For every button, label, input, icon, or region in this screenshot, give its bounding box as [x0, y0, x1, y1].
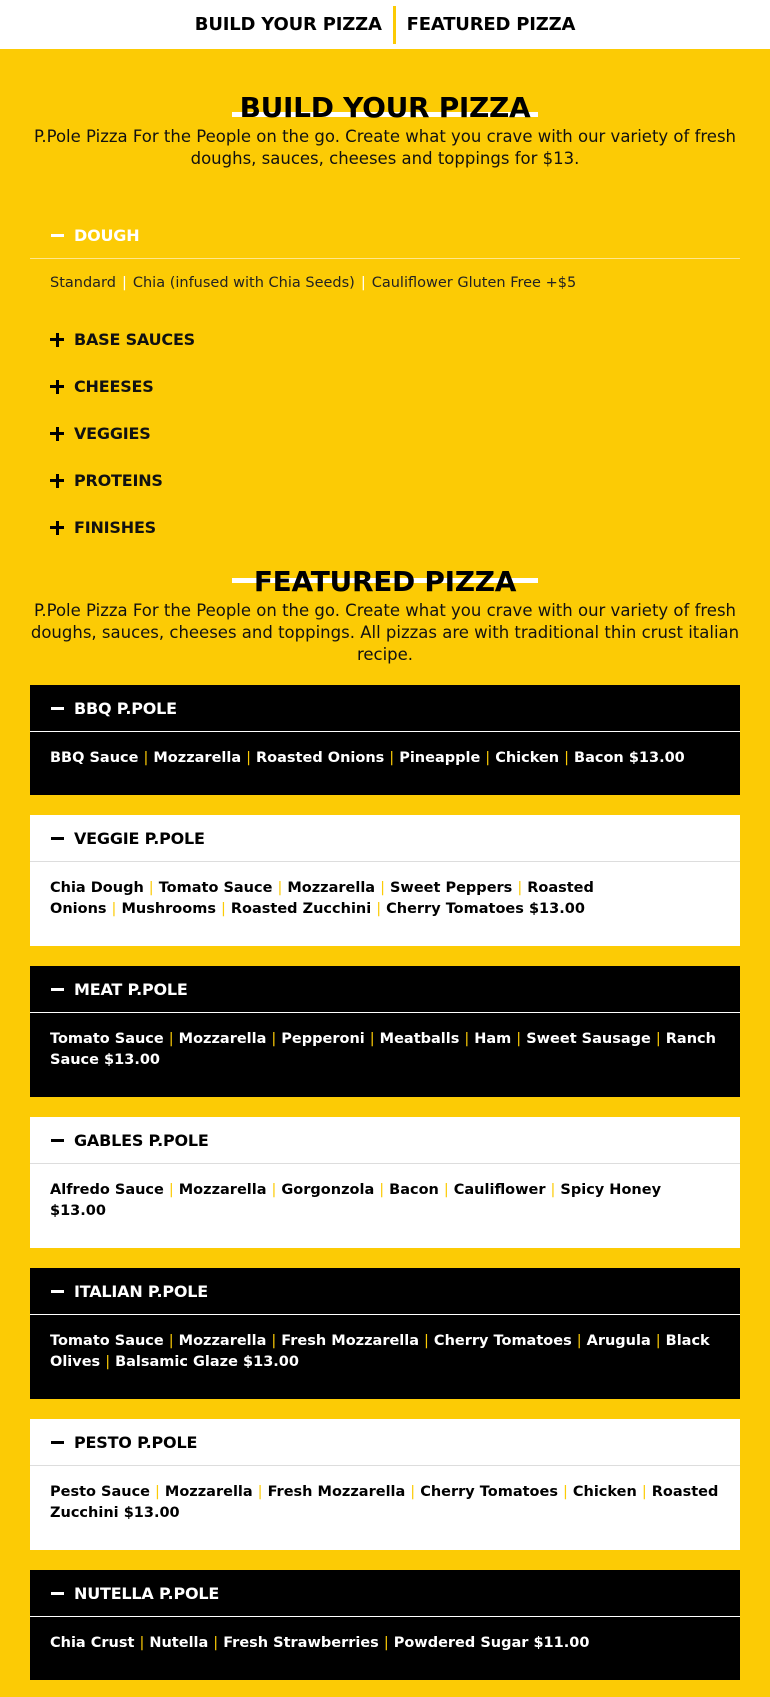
ingredient: Black Olives: [50, 1333, 710, 1370]
divider: |: [121, 275, 127, 291]
pizza-name: NUTELLA P.POLE: [74, 1583, 220, 1603]
ingredient: Chia Crust: [50, 1635, 135, 1651]
nav-featured-pizza[interactable]: FEATURED PIZZA: [406, 14, 576, 35]
ingredient: Tomato Sauce: [158, 880, 273, 896]
ingredient: Roasted Onions: [256, 750, 385, 766]
pizza-card-header[interactable]: [30, 1268, 740, 1315]
divider: |: [562, 1484, 568, 1500]
ingredient: Bacon: [389, 1182, 439, 1198]
build-intro: P.Pole Pizza For the People on the go. Create what you crave with our variety of fresh doughs, sauces, cheeses and toppings for $13.: [33, 127, 737, 168]
ingredient: Tomato Sauce: [50, 1333, 164, 1349]
featured-title: FEATURED PIZZA: [253, 565, 517, 598]
featured-intro: P.Pole Pizza For the People on the go. Create what you crave with our variety of fresh doughs, sauces, cheeses and toppings. All pizzas are with traditional thin crust italian recipe.: [30, 601, 740, 664]
pizza-card: [30, 1570, 740, 1680]
pizza-name: PESTO P.POLE: [74, 1432, 198, 1452]
ingredient: Chia Dough: [50, 880, 144, 896]
ingredient: Sweet Sausage: [526, 1031, 651, 1047]
featured-pizza-list: [0, 685, 770, 1680]
ingredient: Cherry Tomatoes: [420, 1484, 558, 1500]
minus-icon: [50, 1441, 64, 1444]
divider: |: [380, 880, 385, 896]
divider: |: [576, 1333, 582, 1349]
dough-option[interactable]: Standard: [50, 275, 116, 291]
pizza-card-header[interactable]: [30, 1570, 740, 1617]
dough-accordion: [30, 212, 740, 259]
category-label: VEGGIES: [74, 424, 151, 443]
ingredient: Roasted Zucchini: [230, 901, 372, 917]
ingredient: Ranch Sauce: [50, 1031, 716, 1068]
divider: |: [410, 1484, 416, 1500]
divider: |: [389, 750, 395, 766]
pizza-name: VEGGIE P.POLE: [74, 828, 205, 848]
ingredient: Pepperoni: [281, 1031, 365, 1047]
divider: |: [277, 880, 283, 896]
ingredient: Nutella: [149, 1635, 209, 1651]
divider: |: [143, 750, 149, 766]
pizza-ingredients: [30, 1164, 740, 1248]
ingredient: Mozzarella: [164, 1484, 253, 1500]
pizza-ingredients: [30, 862, 740, 946]
divider: |: [168, 1031, 174, 1047]
divider: |: [105, 1354, 111, 1370]
divider: |: [220, 901, 226, 917]
ingredient: Pesto Sauce: [50, 1484, 151, 1500]
nav-build-your-pizza[interactable]: BUILD YOUR PIZZA: [194, 14, 382, 35]
pizza-card: [30, 1268, 740, 1399]
minus-icon: [50, 988, 64, 991]
ingredient: Fresh Mozzarella: [267, 1484, 406, 1500]
pizza-ingredients: [30, 732, 740, 795]
pizza-card: [30, 966, 740, 1097]
divider: |: [271, 1031, 277, 1047]
ingredient: Pineapple: [399, 750, 481, 766]
divider: |: [246, 750, 252, 766]
ingredient: Meatballs: [379, 1031, 460, 1047]
ingredient: Chicken: [572, 1484, 637, 1500]
ingredient: Gorgonzola: [281, 1182, 375, 1198]
dough-option[interactable]: Cauliflower Gluten Free +$5: [371, 275, 577, 291]
minus-icon: [50, 1592, 64, 1595]
top-nav: [0, 0, 770, 49]
plus-icon: [50, 380, 64, 394]
category-label: FINISHES: [74, 518, 156, 537]
divider: |: [424, 1333, 429, 1349]
plus-icon: [50, 427, 64, 441]
ingredient: Cauliflower: [453, 1182, 546, 1198]
finishes-header[interactable]: [30, 504, 740, 551]
pizza-price: $13.00: [104, 1052, 161, 1068]
category-label: CHEESES: [74, 377, 154, 396]
ingredient: Balsamic Glaze: [115, 1354, 238, 1370]
divider: |: [111, 901, 117, 917]
minus-icon: [50, 837, 64, 840]
divider: |: [360, 275, 366, 291]
divider: |: [550, 1182, 556, 1198]
minus-icon: [50, 1290, 64, 1293]
featured-title-wrap: [0, 565, 770, 598]
ingredient: Fresh Mozzarella: [281, 1333, 420, 1349]
ingredient: Alfredo Sauce: [50, 1182, 164, 1198]
divider: |: [139, 1635, 145, 1651]
divider: |: [443, 1182, 449, 1198]
pizza-price: $13.00: [123, 1505, 180, 1521]
pizza-card: [30, 685, 740, 795]
divider: |: [271, 1182, 277, 1198]
ingredient: Mushrooms: [121, 901, 216, 917]
divider: |: [168, 1333, 174, 1349]
divider: |: [516, 1031, 522, 1047]
divider: |: [376, 901, 382, 917]
pizza-price: $13.00: [628, 750, 685, 766]
ingredient: Fresh Strawberries: [223, 1635, 379, 1651]
divider: |: [517, 880, 523, 896]
pizza-card-header[interactable]: [30, 815, 740, 862]
divider: |: [155, 1484, 160, 1500]
dough-option[interactable]: Chia (infused with Chia Seeds): [132, 275, 355, 291]
ingredient: Mozzarella: [178, 1182, 267, 1198]
ingredient: Bacon: [574, 750, 624, 766]
category-label: BASE SAUCES: [74, 330, 196, 349]
divider: |: [655, 1333, 661, 1349]
pizza-name: GABLES P.POLE: [74, 1130, 209, 1150]
dough-header[interactable]: [30, 212, 740, 259]
divider: |: [383, 1635, 389, 1651]
pizza-card: [30, 1419, 740, 1550]
pizza-card-header[interactable]: [30, 966, 740, 1013]
ingredient: BBQ Sauce: [50, 750, 139, 766]
pizza-price: $13.00: [50, 1203, 106, 1219]
ingredient: Tomato Sauce: [50, 1031, 164, 1047]
ingredient: Cherry Tomatoes: [433, 1333, 572, 1349]
ingredient: Mozzarella: [178, 1333, 267, 1349]
minus-icon: [50, 1139, 64, 1142]
build-title-wrap: [0, 91, 770, 124]
divider: |: [148, 880, 154, 896]
plus-icon: [50, 333, 64, 347]
divider: |: [379, 1182, 385, 1198]
collapsed-categories: [30, 316, 740, 551]
pizza-card: [30, 1117, 740, 1248]
divider: |: [564, 750, 570, 766]
plus-icon: [50, 521, 64, 535]
minus-icon: [50, 234, 64, 237]
divider: |: [655, 1031, 661, 1047]
pizza-name: MEAT P.POLE: [74, 979, 188, 999]
plus-icon: [50, 474, 64, 488]
pizza-card-header[interactable]: [30, 1419, 740, 1466]
dough-options: [0, 259, 770, 291]
divider: |: [485, 750, 491, 766]
divider: |: [257, 1484, 263, 1500]
pizza-ingredients: [30, 1617, 740, 1680]
ingredient: Spicy Honey: [560, 1182, 662, 1198]
pizza-price: $13.00: [243, 1354, 299, 1370]
pizza-ingredients: [30, 1315, 740, 1399]
minus-icon: [50, 707, 64, 710]
cheeses-header[interactable]: [30, 363, 740, 410]
divider: |: [369, 1031, 375, 1047]
pizza-ingredients: [30, 1466, 740, 1550]
pizza-price: $11.00: [533, 1635, 590, 1651]
ingredient: Sweet Peppers: [389, 880, 513, 896]
ingredient: Chicken: [495, 750, 560, 766]
category-label: PROTEINS: [74, 471, 163, 490]
divider: |: [271, 1333, 277, 1349]
veggies-header[interactable]: [30, 410, 740, 457]
divider: |: [464, 1031, 470, 1047]
pizza-card-header[interactable]: [30, 1117, 740, 1164]
pizza-ingredients: [30, 1013, 740, 1097]
ingredient: Cherry Tomatoes: [386, 901, 524, 917]
ingredient: Powdered Sugar: [393, 1635, 529, 1651]
divider: |: [213, 1635, 219, 1651]
pizza-name: BBQ P.POLE: [74, 698, 177, 718]
divider: |: [168, 1182, 174, 1198]
ingredient: Roasted Zucchini: [50, 1484, 719, 1521]
ingredient: Roasted Onions: [50, 880, 594, 917]
ingredient: Ham: [474, 1031, 512, 1047]
proteins-header[interactable]: [30, 457, 740, 504]
ingredient: Arugula: [586, 1333, 651, 1349]
divider: |: [641, 1484, 647, 1500]
ingredient: Mozzarella: [287, 880, 376, 896]
pizza-price: $13.00: [528, 901, 585, 917]
pizza-name: ITALIAN P.POLE: [74, 1281, 209, 1301]
build-title: BUILD YOUR PIZZA: [239, 91, 531, 124]
dough-label: DOUGH: [74, 225, 140, 245]
pizza-card: [30, 815, 740, 946]
base-sauces-header[interactable]: [30, 316, 740, 363]
ingredient: Mozzarella: [178, 1031, 267, 1047]
ingredient: Mozzarella: [153, 750, 242, 766]
pizza-card-header[interactable]: [30, 685, 740, 732]
